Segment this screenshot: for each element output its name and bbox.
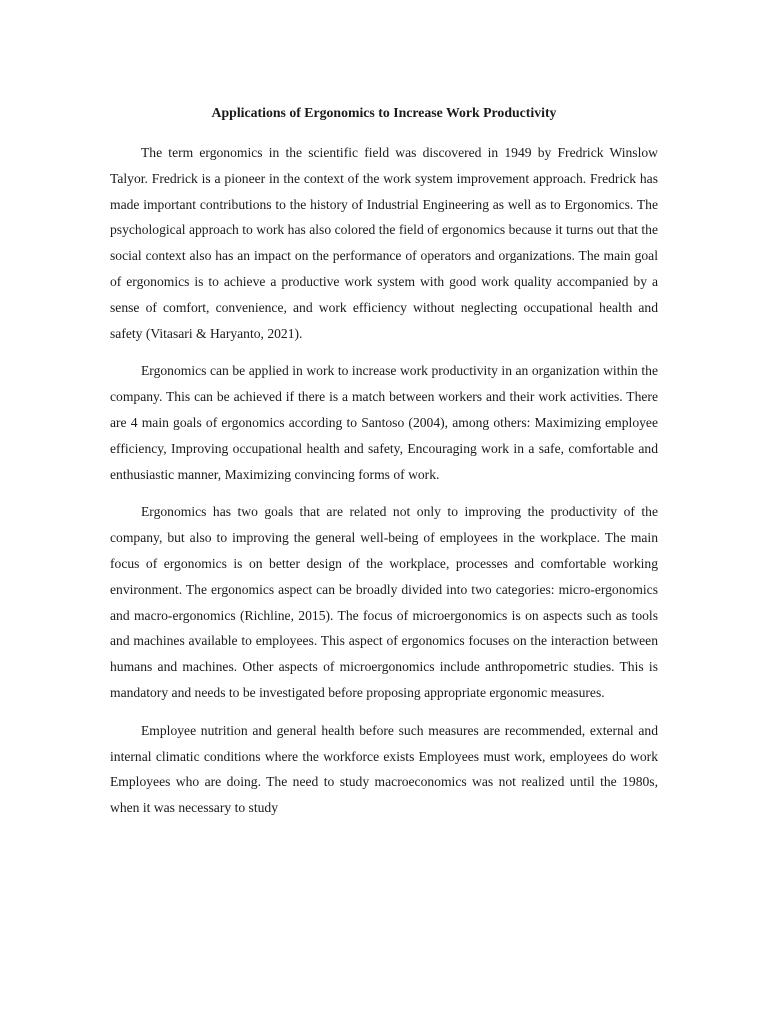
paragraph-1: The term ergonomics in the scientific field was discovered in 1949 by Fredrick Winslow Talyor. Fredrick is a pioneer in the context of the work system improvement approach. Fredrick has made important contributions to the history of Industrial Engineering as well as to Ergonomics. The psychological approach to work has also colored the field of ergonomics because it turns out that the social context also has an impact on the performance of operators and organizations. The main goal of ergonomics is to achieve a productive work system with good work quality accompanied by a sense of comfort, convenience, and work efficiency without neglecting occupational health and safety (Vitasari & Haryanto, 2021). [110, 145, 658, 341]
paragraph-3: Ergonomics has two goals that are related not only to improving the productivity of the company, but also to improving the general well-being of employees in the workplace. The main focus of ergonomics is on better design of the workplace, processes and comfortable working environment. The ergonomics aspect can be broadly divided into two categories: micro-ergonomics and macro-ergonomics (Richline, 2015). The focus of microergonomics is on aspects such as tools and machines available to employees. This aspect of ergonomics focuses on the interaction between humans and machines. Other aspects of microergonomics include anthropometric studies. This is mandatory and needs to be investigated before proposing appropriate ergonomic measures. [110, 504, 658, 700]
document-body [110, 100, 658, 833]
paragraph-4: Employee nutrition and general health before such measures are recommended, external and internal climatic conditions where the workforce exists Employees must work, employees do work Employees who are doing. The need to study macroeconomics was not realized until the 1980s, when it was necessary to study [110, 722, 658, 816]
document-title: Applications of Ergonomics to Increase Work Productivity [211, 105, 557, 120]
paragraph-2: Ergonomics can be applied in work to increase work productivity in an organization within the company. This can be achieved if there is a match between workers and their work activities. There are 4 main goals of ergonomics according to Santoso (2004), among others: Maximizing employee efficiency, Improving occupational health and safety, Encouraging work in a safe, comfortable and enthusiastic manner, Maximizing convincing forms of work. [110, 363, 658, 482]
